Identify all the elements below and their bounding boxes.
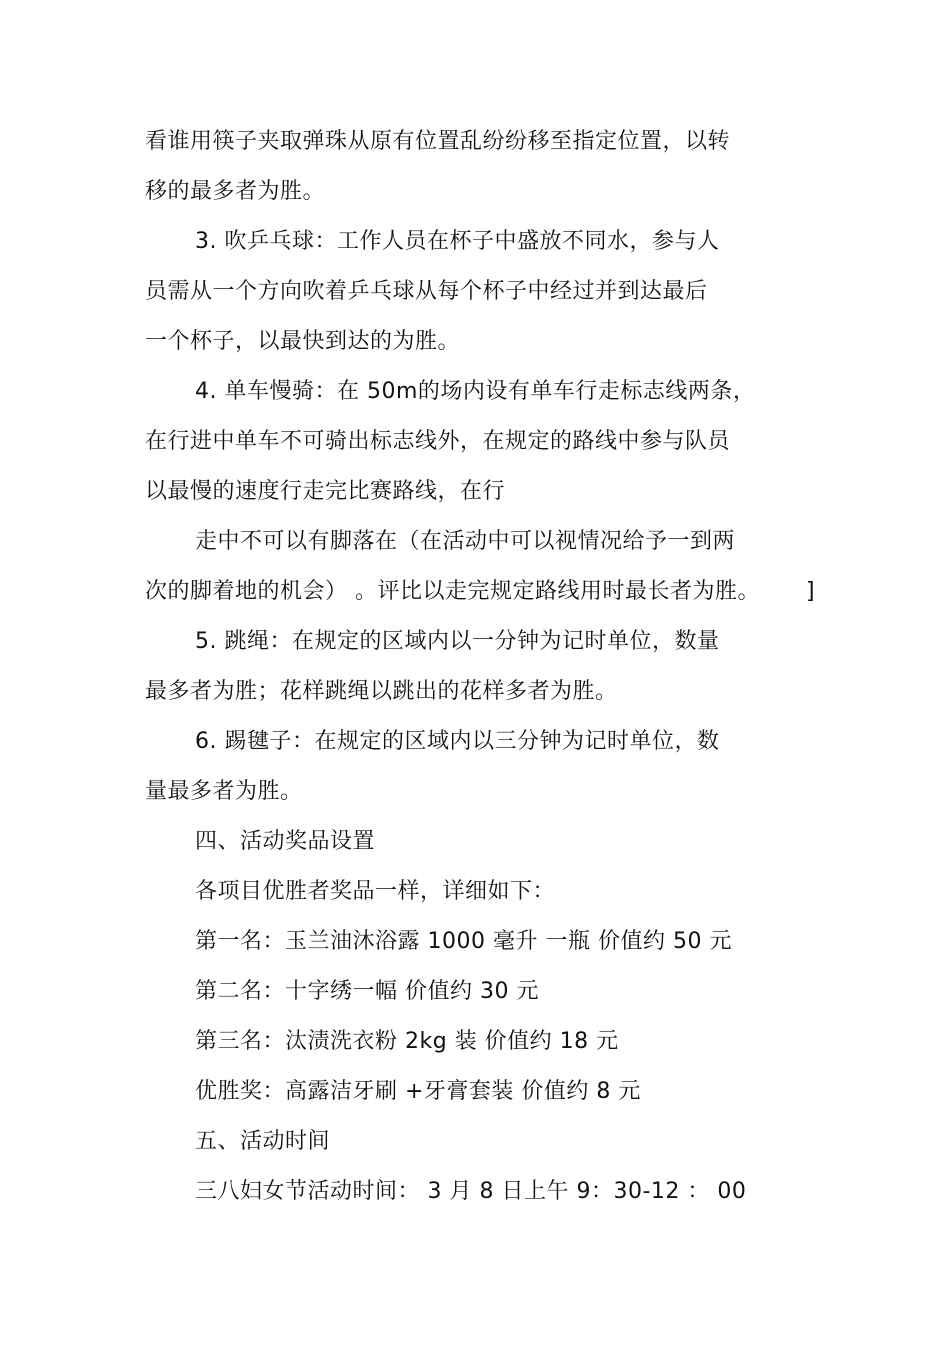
prize-third: 第三名：汰渍洗衣粉 2kg 装 价值约 18 元: [195, 1029, 619, 1054]
paragraph-line: 一个杯子，以最快到达的为胜。: [145, 329, 461, 354]
paragraph-line: 各项目优胜者奖品一样，详细如下：: [195, 879, 556, 904]
prize-merit: 优胜奖：高露洁牙刷 +牙膏套装 价值约 8 元: [195, 1079, 641, 1104]
event-time-line: 三八妇女节活动时间： 3 月 8 日上午 9：30-12 ： 00: [195, 1179, 747, 1204]
paragraph-line: 员需从一个方向吹着乒乓球从每个杯子中经过并到达最后: [145, 279, 708, 304]
item-3-line: 3. 吹乒乓球：工作人员在杯子中盛放不同水，参与人: [195, 229, 720, 254]
paragraph-line: 量最多者为胜。: [145, 779, 303, 804]
item-5-line: 5. 跳绳：在规定的区域内以一分钟为记时单位，数量: [195, 629, 720, 654]
paragraph-line: 以最慢的速度行走完比赛路线，在行: [145, 479, 506, 504]
prize-first: 第一名：玉兰油沐浴露 1000 毫升 一瓶 价值约 50 元: [195, 929, 732, 954]
paragraph-line: 在行进中单车不可骑出标志线外，在规定的路线中参与队员: [145, 429, 731, 454]
paragraph-line: 看谁用筷子夹取弹珠从原有位置乱纷纷移至指定位置，以转: [145, 129, 731, 154]
paragraph-line: 移的最多者为胜。: [145, 179, 326, 204]
stray-bracket-mark: ]: [806, 579, 816, 604]
paragraph-line: 次的脚着地的机会） 。评比以走完规定路线用时最长者为胜。: [145, 579, 760, 604]
section-heading-time: 五、活动时间: [195, 1129, 331, 1154]
prize-second: 第二名：十字绣一幅 价值约 30 元: [195, 979, 539, 1004]
item-6-line: 6. 踢毽子：在规定的区域内以三分钟为记时单位，数: [195, 729, 720, 754]
paragraph-line: 走中不可以有脚落在（在活动中可以视情况给予一到两: [195, 529, 736, 554]
section-heading-prizes: 四、活动奖品设置: [195, 829, 376, 854]
paragraph-line: 最多者为胜；花样跳绳以跳出的花样多者为胜。: [145, 679, 618, 704]
item-4-line: 4. 单车慢骑：在 50m的场内设有单车行走标志线两条，: [195, 379, 756, 404]
